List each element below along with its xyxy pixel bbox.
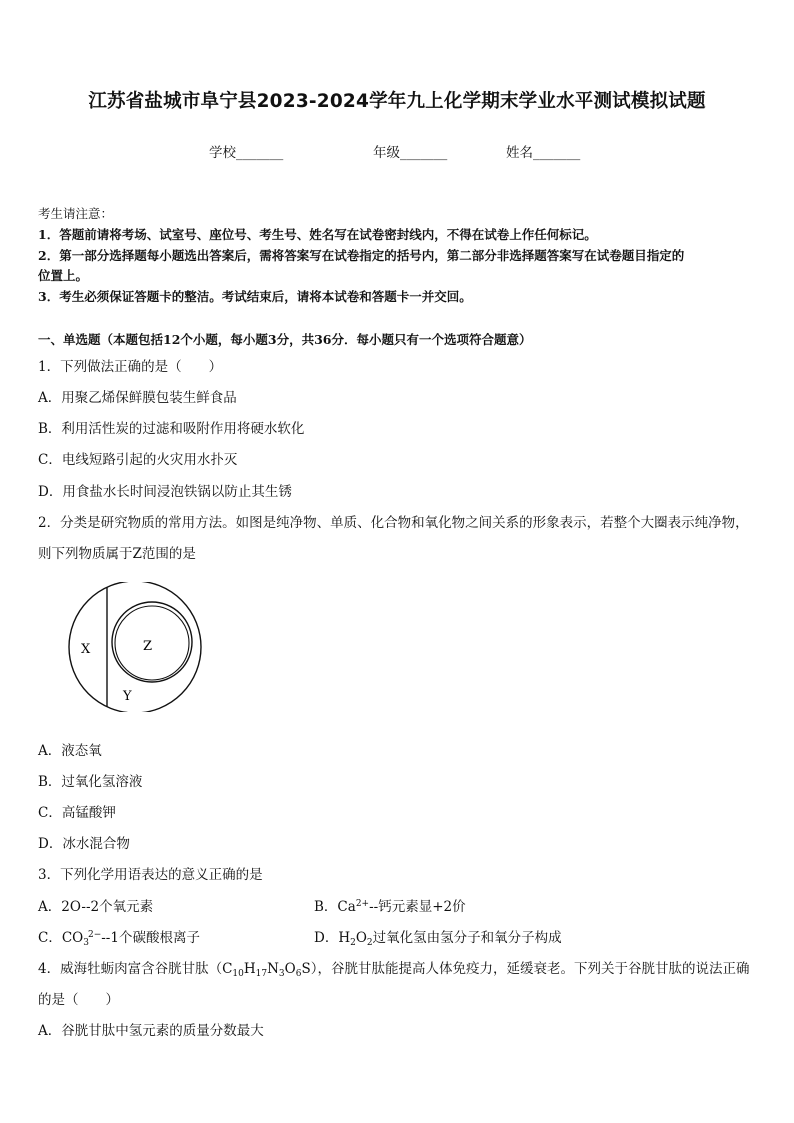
q3-d-meaning: 过氧化氢由氢分子和氧分子构成 <box>372 930 562 946</box>
notice-line-3: 3．考生必须保证答题卡的整洁。考试结束后，请将本试卷和答题卡一并交回。 <box>38 289 472 304</box>
q3-d-subscript-1: 2 <box>350 938 356 948</box>
section-heading: 一、单选题（本题包括12个小题，每小题3分，共36分．每小题只有一个选项符合题意） <box>38 332 532 347</box>
q3-b-text: B．Ca <box>314 899 356 915</box>
q2-stem-line-2: 则下列物质属于Z范围的是 <box>38 546 196 562</box>
label-y: Y <box>123 689 132 704</box>
q2-option-a: A．液态氧 <box>38 743 102 759</box>
q4-formula-o-count: 6 <box>295 969 302 979</box>
q2-option-d: D．冰水混合物 <box>38 836 130 852</box>
q3-b-charge: 2+ <box>355 899 370 909</box>
label-x: X <box>81 642 91 657</box>
q3-c-meaning: --1个碳酸根离子 <box>101 930 200 946</box>
q1-option-c: C．电线短路引起的火灾用水扑灭 <box>38 452 238 468</box>
q3-option-b <box>314 895 466 915</box>
q1-option-d: D．用食盐水长时间浸泡铁锅以防止其生锈 <box>38 484 292 500</box>
q4-formula-c-count: 10 <box>232 969 244 979</box>
grade-field: 年级_______ <box>373 145 448 161</box>
q1-stem: 1．下列做法正确的是（ ） <box>38 359 223 375</box>
label-z: Z <box>143 639 153 654</box>
q3-d-subscript-2: 2 <box>366 938 373 948</box>
page-title: 江苏省盐城市阜宁县2023-2024学年九上化学期末学业水平测试模拟试题 <box>88 91 706 112</box>
q4-formula-n: N <box>267 961 279 977</box>
q4-formula-h: H <box>243 961 256 977</box>
q3-b-meaning: --钙元素显+2价 <box>369 899 466 915</box>
q4-stem-rest: S），谷胱甘肽能提高人体免疫力，延缓衰老。下列关于谷胱甘肽的说法正确 <box>301 961 750 977</box>
q1-option-b: B．利用活性炭的过滤和吸附作用将硬水软化 <box>38 421 305 437</box>
q2-option-c: C．高锰酸钾 <box>38 805 116 821</box>
q3-option-a: A．2O--2个氧元素 <box>38 899 154 915</box>
q4-formula-n-count: 3 <box>278 969 285 979</box>
q4-stem-start: 4．威海牡蛎肉富含谷胱甘肽（C <box>38 961 233 977</box>
q3-stem: 3．下列化学用语表达的意义正确的是 <box>38 867 263 883</box>
q3-d-oxygen: O <box>355 930 367 946</box>
school-field: 学校_______ <box>209 145 284 161</box>
notice-line-2: 2．第一部分选择题每小题选出答案后，需将答案写在试卷指定的括号内，第二部分非选择题答案写在试卷题目指定的 <box>38 248 685 263</box>
q3-c-charge: 2− <box>87 930 102 940</box>
q3-d-text: D．H <box>314 930 351 946</box>
notice-heading: 考生请注意： <box>38 206 114 221</box>
q3-option-c <box>38 926 200 948</box>
q4-stem-line-1 <box>38 957 749 979</box>
name-field: 姓名_______ <box>506 145 581 161</box>
q3-c-text: C．CO <box>38 930 84 946</box>
q3-c-subscript: 3 <box>83 938 89 948</box>
classification-diagram <box>60 582 210 712</box>
q4-formula-o: O <box>284 961 296 977</box>
q3-option-d <box>314 926 562 948</box>
q4-option-a: A．谷胱甘肽中氢元素的质量分数最大 <box>38 1023 264 1039</box>
q4-formula-h-count: 17 <box>255 969 268 979</box>
q2-stem-line-1: 2．分类是研究物质的常用方法。如图是纯净物、单质、化合物和氧化物之间关系的形象表示，若整个大圈表示纯净物， <box>38 515 749 531</box>
q1-option-a: A．用聚乙烯保鲜膜包装生鲜食品 <box>38 390 237 406</box>
notice-line-1: 1．答题前请将考场、试室号、座位号、考生号、姓名写在试卷密封线内，不得在试卷上作任何标记。 <box>38 227 597 242</box>
q2-option-b: B．过氧化氢溶液 <box>38 774 143 790</box>
q4-stem-line-2: 的是（ ） <box>38 992 119 1008</box>
notice-line-2-cont: 位置上。 <box>38 268 89 283</box>
